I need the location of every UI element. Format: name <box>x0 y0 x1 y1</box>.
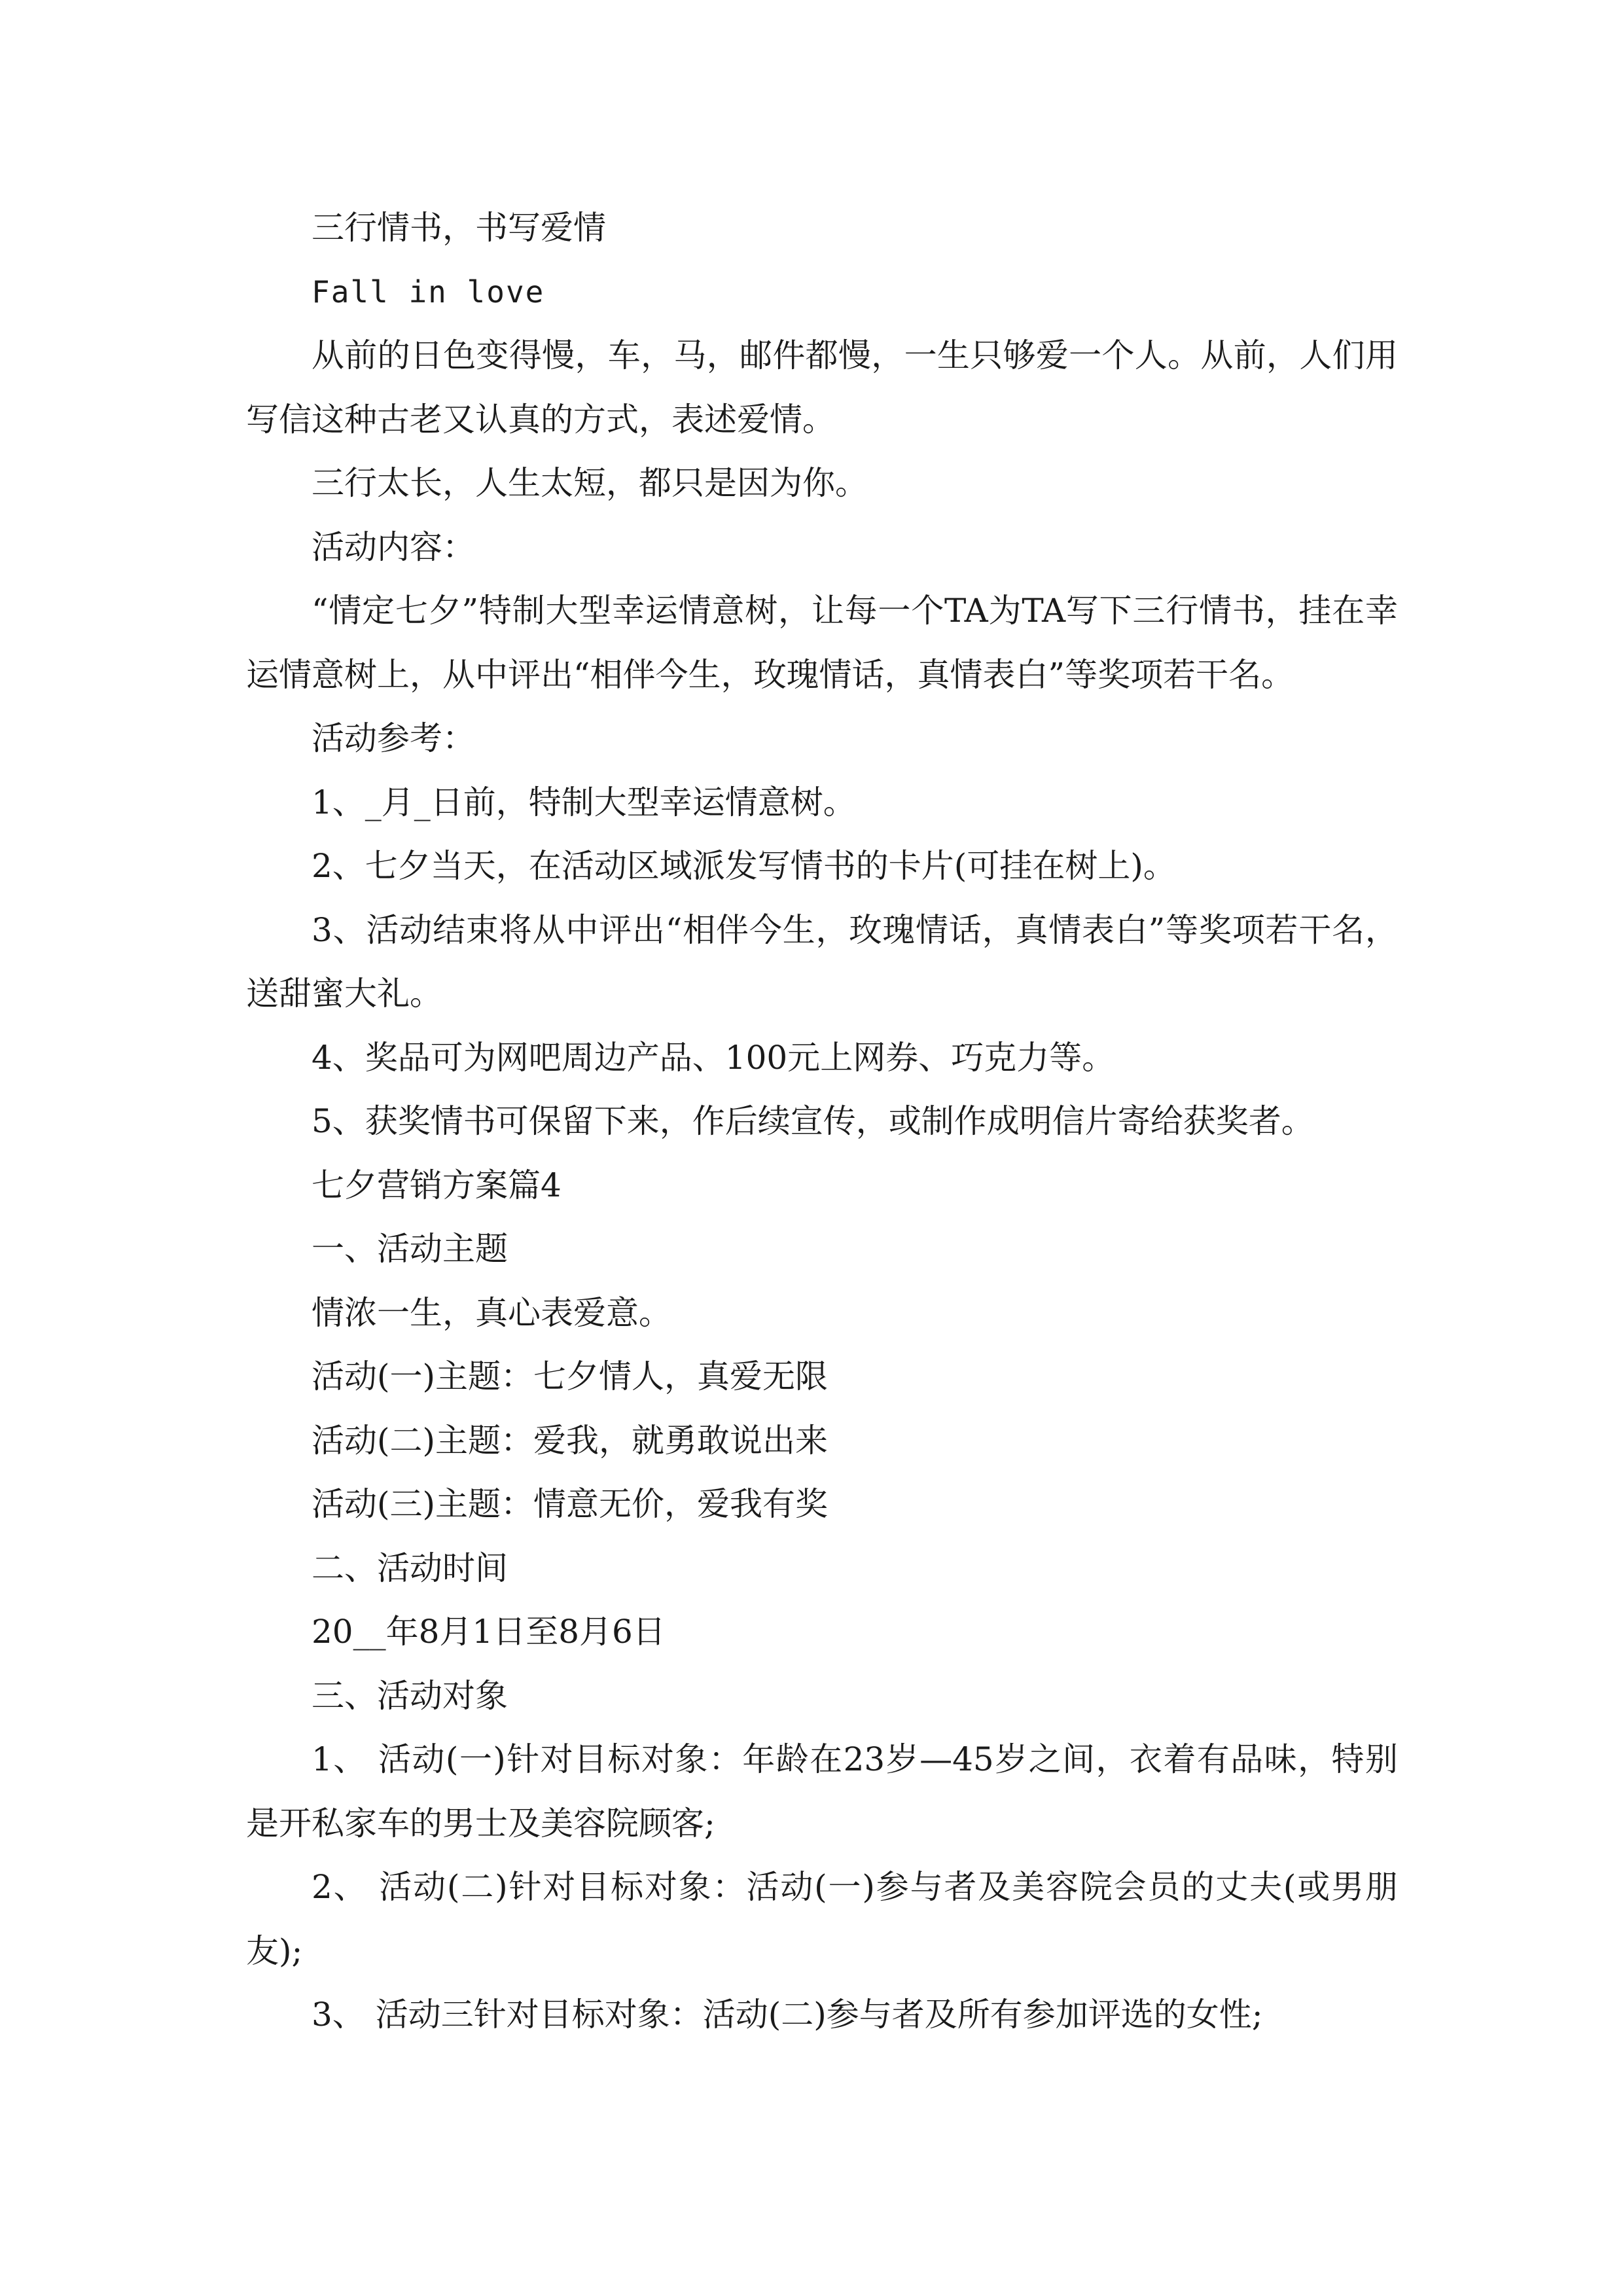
paragraph-activity-content: “情定七夕”特制大型幸运情意树，让每一个TA为TA写下三行情书，挂在幸运情意树上，从中评出“相伴今生，玫瑰情话，真情表白”等奖项若干名。 <box>246 592 1398 694</box>
list-item-reference-2: 2、七夕当天，在活动区域派发写情书的卡片(可挂在树上)。 <box>312 847 1176 885</box>
section-title-plan-4: 七夕营销方案篇4 <box>312 1166 562 1204</box>
heading-activity-audience: 三、活动对象 <box>312 1676 508 1715</box>
label-activity-reference: 活动参考： <box>312 719 475 757</box>
paragraph-activity-time: 20__年8月1日至8月6日 <box>312 1613 666 1651</box>
subheading-fall-in-love: Fall in love <box>312 274 545 310</box>
audience-item-2: 2、 活动(二)针对目标对象：活动(一)参与者及美容院会员的丈夫(或男朋友); <box>246 1868 1398 1970</box>
paragraph-intro: 从前的日色变得慢，车，马，邮件都慢，一生只够爱一个人。从前，人们用写信这种古老又认真的方式，表述爱情。 <box>246 336 1398 439</box>
paragraph-slogan: 三行太长，人生太短，都只是因为你。 <box>312 464 868 502</box>
list-item-reference-4: 4、奖品可为网吧周边产品、100元上网券、巧克力等。 <box>312 1038 1115 1077</box>
heading-activity-theme: 一、活动主题 <box>312 1230 508 1268</box>
list-item-reference-1: 1、_月_日前，特制大型幸运情意树。 <box>312 783 856 821</box>
list-item-reference-5: 5、获奖情书可保留下来，作后续宣传，或制作成明信片寄给获奖者。 <box>312 1102 1314 1140</box>
list-item-reference-3: 3、活动结束将从中评出“相伴今生，玫瑰情话，真情表白”等奖项若干名，送甜蜜大礼。 <box>246 910 1398 1013</box>
audience-item-1: 1、 活动(一)针对目标对象：年龄在23岁—45岁之间，衣着有品味，特别是开私家车的男士及美容院顾客; <box>246 1740 1398 1842</box>
label-activity-content: 活动内容： <box>312 528 475 566</box>
document-body <box>246 196 1398 2047</box>
paragraph-theme: 情浓一生，真心表爱意。 <box>312 1293 671 1332</box>
theme-item-1: 活动(一)主题：七夕情人，真爱无限 <box>312 1357 829 1395</box>
audience-item-3: 3、 活动三针对目标对象：活动(二)参与者及所有参加评选的女性; <box>312 1996 1263 2034</box>
heading-love-letters: 三行情书，书写爱情 <box>312 209 606 247</box>
theme-item-2: 活动(二)主题：爱我，就勇敢说出来 <box>312 1421 829 1460</box>
theme-item-3: 活动(三)主题：情意无价，爱我有奖 <box>312 1485 829 1523</box>
heading-activity-time: 二、活动时间 <box>312 1549 508 1587</box>
